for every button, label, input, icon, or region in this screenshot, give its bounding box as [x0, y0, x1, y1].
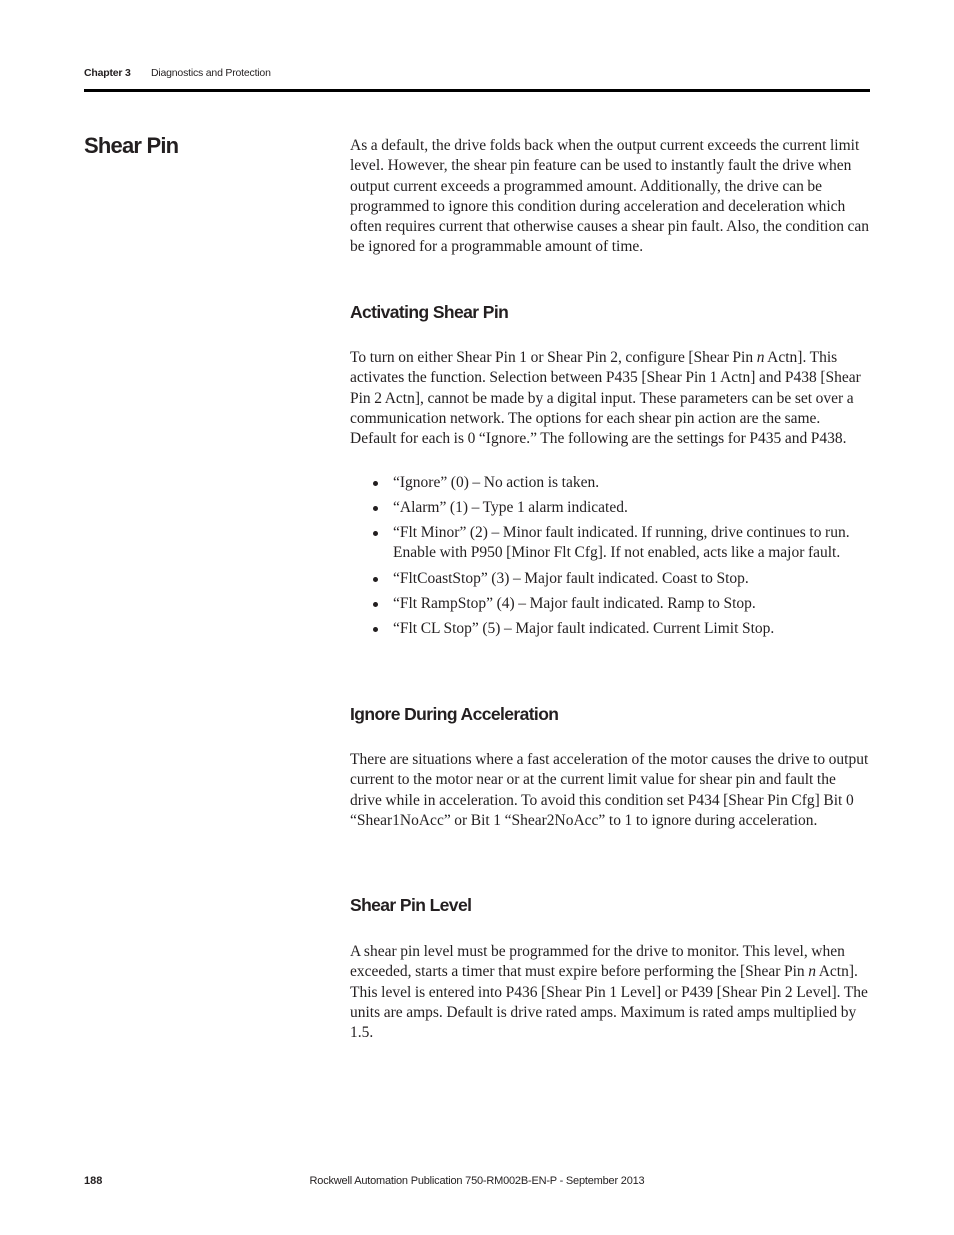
- activating-block: [350, 348, 870, 449]
- shear-pin-action-list: [350, 473, 870, 644]
- list-item-text: “Ignore” (0) – No action is taken.: [393, 474, 600, 491]
- header-rule: [84, 89, 870, 92]
- list-item: [350, 619, 870, 639]
- running-header: [84, 67, 271, 79]
- list-item-text: “Flt CL Stop” (5) – Major fault indicated. Current Limit Stop.: [393, 619, 775, 637]
- intro-block: [350, 136, 870, 258]
- list-item: [350, 498, 870, 518]
- ignore-accel-heading: Ignore During Acceleration: [350, 704, 559, 724]
- level-heading: Shear Pin Level: [350, 895, 472, 915]
- level-block: [350, 942, 870, 1043]
- activating-paragraph: [350, 348, 870, 449]
- bullet-icon: [373, 506, 378, 511]
- level-text-after: Actn]. This level is entered into P436 [Shear Pin 1 Level] or P439 [Shear Pin 2 Level]. The units are amps. Default is drive rated amps. Maximum is rated amps multiplied by 1.5.: [350, 963, 868, 1042]
- list-item: [350, 594, 870, 614]
- level-paragraph: [350, 942, 870, 1043]
- list-item-text: “FltCoastStop” (3) – Major fault indicated. Coast to Stop.: [393, 569, 749, 587]
- bullet-icon: [373, 481, 378, 486]
- chapter-section-name: Diagnostics and Protection: [151, 67, 271, 79]
- activating-heading: Activating Shear Pin: [350, 302, 509, 322]
- list-item: [350, 473, 870, 493]
- list-item-text: “Flt Minor” (2) – Minor fault indicated. If running, drive continues to run. Enable with P950 [Minor Flt Cfg]. If not enabled, acts like a major fault.: [393, 524, 850, 562]
- ignore-accel-paragraph: There are situations where a fast acceleration of the motor causes the drive to output current to the motor near or at the current limit value for shear pin and fault the drive while in acceleration. To avoid this condition set P434 [Shear Pin Cfg] Bit 0 “Shear1NoAcc” or Bit 1 “Shear2NoAcc” to 1 to ignore during acceleration.: [350, 751, 869, 829]
- bullet-icon: [373, 531, 378, 536]
- intro-paragraph: As a default, the drive folds back when the output current exceeds the current limit level. However, the shear pin feature can be used to instantly fault the drive when output current exceeds a programmed amount. Additionally, the drive can be programmed to ignore this condition during acceleration and deceleration which often requires current that otherwise causes a shear pin fault. Also, the condition can be ignored for a programmable amount of time.: [350, 137, 870, 256]
- list-item: [350, 569, 870, 589]
- level-text-before: A shear pin level must be programmed for the drive to monitor. This level, when exceeded, starts a timer that must expire before performing the [Shear Pin: [350, 943, 845, 981]
- publication-footer: [0, 1175, 954, 1187]
- ignore-accel-block: [350, 750, 870, 831]
- publication-info: Rockwell Automation Publication 750-RM002B-EN-P - September 2013: [309, 1175, 645, 1187]
- chapter-label: Chapter 3: [84, 67, 131, 79]
- list-item-text: “Flt RampStop” (4) – Major fault indicated. Ramp to Stop.: [393, 594, 756, 612]
- bullet-icon: [373, 602, 378, 607]
- bullet-icon: [373, 577, 378, 582]
- activating-text-before: To turn on either Shear Pin 1 or Shear Pin 2, configure [Shear Pin: [350, 349, 757, 366]
- list-item-text: “Alarm” (1) – Type 1 alarm indicated.: [393, 499, 628, 517]
- page-number: 188: [84, 1175, 103, 1187]
- section-title: Shear Pin: [84, 133, 179, 158]
- list-item: [350, 523, 870, 564]
- bullet-icon: [373, 627, 378, 632]
- level-variable: n: [808, 963, 816, 981]
- activating-text-after: Actn]. This activates the function. Selection between P435 [Shear Pin 1 Actn] and P438 [Shear Pin 2 Actn], cannot be made by a digital input. These parameters can be set over a communication network. The options for each shear pin action are the same. Default for each is 0 “Ignore.” The following are the settings for P435 and P438.: [350, 349, 861, 448]
- activating-variable: n: [756, 349, 765, 366]
